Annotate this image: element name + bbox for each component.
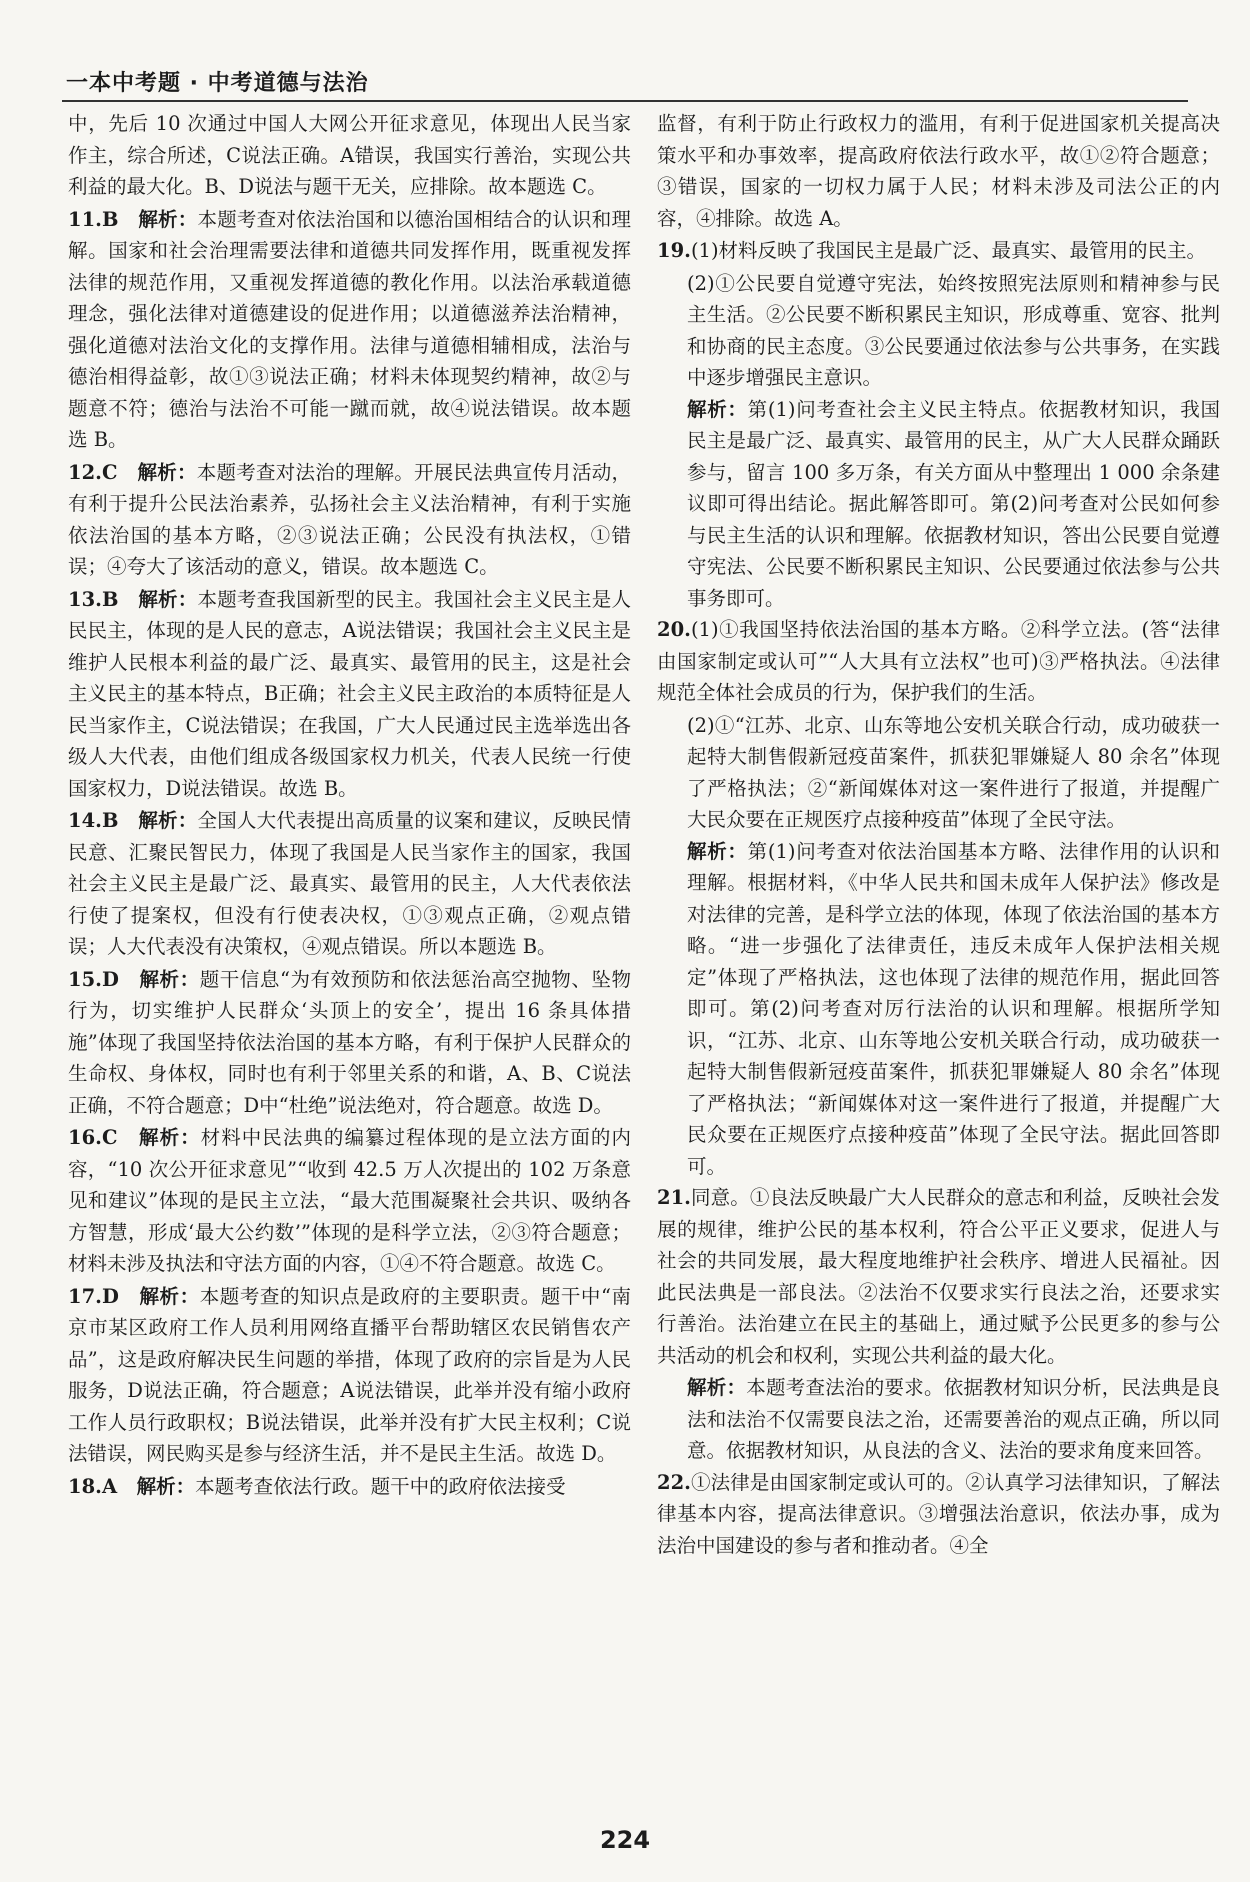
answer-text: (2)①公民要自觉遵守宪法，始终按照宪法原则和精神参与民主生活。②公民要不断积累民主知识，形成尊重、宽容、批判和协商的民主态度。③公民要通过依法参与公共事务，在实践中逐步增强民主意识。 <box>687 271 1220 389</box>
answer-text: 本题考查法治的要求。依据教材知识分析，民法典是良法和法治不仅需要良法之治，还需要善治的观点正确，所以同意。依据教材知识，从良法的含义、法治的要求角度来回答。 <box>687 1376 1220 1462</box>
question-number: 21. <box>657 1186 691 1209</box>
answer-letter: B <box>101 587 119 611</box>
answer-item <box>68 964 631 1122</box>
answer-text: 本题考查我国新型的民主。我国社会主义民主是人民民主，体现的是人民的意志，A说法错误；我国社会主义民主是维护人民根本利益的最广泛、最真实、最管用的民主，这是社会主义民主的基本特点，B正确；社会主义民主政治的本质特征是人民当家作主，C说法错误；在我国，广大人民通过民主选举选出各级人大代表，由他们组成各级国家权力机关，代表人民统一行使国家权力，D说法错误。故选 B。 <box>68 587 631 800</box>
right-column <box>657 108 1220 1562</box>
answer-letter: A <box>101 1474 118 1498</box>
analysis-label: 解析： <box>687 397 748 421</box>
page-number: 224 <box>599 1826 651 1854</box>
answer-item <box>68 457 631 583</box>
analysis-label: 解析： <box>118 809 198 832</box>
answer-text: 本题考查依法行政。题干中的政府依法接受 <box>195 1474 566 1498</box>
header-divider <box>62 100 1188 102</box>
answer-item <box>68 1122 631 1280</box>
answer-item <box>68 1281 631 1470</box>
answer-item <box>657 394 1220 615</box>
question-number: 22. <box>657 1470 691 1494</box>
analysis-label: 解析： <box>118 207 198 231</box>
question-number: 15. <box>68 967 102 991</box>
analysis-label: 解析： <box>118 967 200 991</box>
analysis-label: 解析： <box>687 839 748 863</box>
question-number: 14. <box>68 809 102 832</box>
answer-item <box>68 108 631 203</box>
answer-text: 本题考查对依法治国和以德治国相结合的认识和理解。国家和社会治理需要法律和道德共同发挥作用，既重视发挥法律的规范作用，又重视发挥道德的教化作用。以法治承载道德理念，强化法律对道德建设的促进作用；以道德滋养法治精神，强化道德对法治文化的支撑作用。法律与道德相辅相成，法治与德治相得益彰，故①③说法正确；材料未体现契约精神，故②与题意不符；德治与法治不可能一蹴而就，故④说法错误。故本题选 B。 <box>68 207 631 451</box>
analysis-label: 解析： <box>117 1474 196 1498</box>
question-number: 18. <box>68 1474 102 1498</box>
answer-item <box>68 204 631 456</box>
answer-letter: C <box>101 1126 118 1149</box>
answer-text: (2)①“江苏、北京、山东等地公安机关联合行动，成功破获一起特大制售假新冠疫苗案件，抓获犯罪嫌疑人 80 余名”体现了严格执法；②“新闻媒体对这一案件进行了报道，并提醒广大民众要在正规医疗点接种疫苗”体现了全民守法。 <box>687 713 1220 831</box>
analysis-label: 解析： <box>118 587 198 611</box>
analysis-label: 解析： <box>117 1126 201 1149</box>
answer-letter: B <box>101 809 119 832</box>
answer-text: 同意。①良法反映最广大人民群众的意志和利益，反映社会发展的规律，维护公民的基本权利，符合公平正义要求，促进人与社会的共同发展，最大程度地维护社会秩序、增进人民福祉。因此民法典是一部良法。②法治不仅要求实行良法之治，还要求实行善治。法治建立在民主的基础上，通过赋予公民更多的参与公共活动的机会和权利，实现公共利益的最大化。 <box>657 1186 1220 1367</box>
question-number: 16. <box>68 1126 102 1149</box>
answer-item <box>657 235 1220 267</box>
answer-letter: D <box>101 1284 119 1308</box>
answer-letter: B <box>101 207 119 231</box>
answer-text: 第(1)问考查对依法治国基本方略、法律作用的认识和理解。根据材料，《中华人民共和国未成年人保护法》修改是对法律的完善，是科学立法的体现，体现了依法治国的基本方略。“进一步强化了法律责任，违反未成年人保护法相关规定”体现了严格执法，这也体现了法律的规范作用，据此回答即可。第(2)问考查对厉行法治的认识和理解。根据所学知识，“江苏、北京、山东等地公安机关联合行动，成功破获一起特大制售假新冠疫苗案件，抓获犯罪嫌疑人 80 余名”体现了严格执法；“新闻媒体对这一案件进行了报道，并提醒广大民众要在正规医疗点接种疫苗”体现了全民守法。据此回答即可。 <box>687 839 1220 1178</box>
answer-letter: D <box>101 967 119 991</box>
answer-text: 题干信息“为有效预防和依法惩治高空抛物、坠物行为，切实维护人民群众‘头顶上的安全’，提出 16 条具体措施”体现了我国坚持依法治国的基本方略，有利于保护人民群众的生命权、身体权，同时也有利于邻里关系的和谐，A、B、C说法正确，不符合题意；D中“杜绝”说法绝对，符合题意。故选 D。 <box>68 967 631 1117</box>
answer-item <box>657 268 1220 394</box>
answer-text: ①法律是由国家制定或认可的。②认真学习法律知识，了解法律基本内容，提高法律意识。③增强法治意识，依法办事，成为法治中国建设的参与者和推动者。④全 <box>657 1470 1220 1557</box>
answer-item <box>657 1467 1220 1562</box>
answer-text: 材料中民法典的编纂过程体现的是立法方面的内容，“10 次公开征求意见”“收到 42.5 万人次提出的 102 万条意见和建议”体现的是民主立法，“最大范围凝聚社会共识、吸纳各方智慧，形成‘最大公约数’”体现的是科学立法，②③符合题意；材料未涉及执法和守法方面的内容，①④不符合题意。故选 C。 <box>68 1126 631 1275</box>
answer-text: (1)①我国坚持依法治国的基本方略。②科学立法。(答“法律由国家制定或认可”“人大具有立法权”也可)③严格执法。④法律规范全体社会成员的行为，保护我们的生活。 <box>657 618 1220 704</box>
answer-item <box>68 584 631 805</box>
page-header-title: 一本中考题 · 中考道德与法治 <box>66 71 369 96</box>
answer-item <box>68 1471 631 1503</box>
answer-item <box>68 805 631 963</box>
analysis-label: 解析： <box>117 460 197 484</box>
question-number: 12. <box>68 460 102 484</box>
answer-text: 监督，有利于防止行政权力的滥用，有利于促进国家机关提高决策水平和办事效率，提高政府依法行政水平，故①②符合题意；③错误，国家的一切权力属于人民；材料未涉及司法公正的内容，④排除。故选 A。 <box>657 112 1220 230</box>
left-column <box>68 108 631 1503</box>
answer-item <box>657 1372 1220 1467</box>
analysis-label: 解析： <box>687 1376 747 1399</box>
answer-text: 本题考查对法治的理解。开展民法典宣传月活动，有利于提升公民法治素养，弘扬社会主义法治精神，有利于实施依法治国的基本方略，②③说法正确；公民没有执法权，①错误；④夸大了该活动的意义，错误。故本题选 C。 <box>68 460 631 578</box>
question-number: 20. <box>657 618 691 641</box>
answer-text: 中，先后 10 次通过中国人大网公开征求意见，体现出人民当家作主，综合所述，C说法正确。A错误，我国实行善治，实现公共利益的最大化。B、D说法与题干无关，应排除。故本题选 C。 <box>68 112 631 198</box>
question-number: 13. <box>68 587 102 611</box>
question-number: 11. <box>68 207 102 231</box>
answer-letter: C <box>101 460 118 484</box>
answer-item <box>657 108 1220 234</box>
answer-item <box>657 614 1220 709</box>
answer-text: (1)材料反映了我国民主是最广泛、最真实、最管用的民主。 <box>690 239 1207 262</box>
answer-text: 本题考查的知识点是政府的主要职责。题干中“南京市某区政府工作人员利用网络直播平台帮助辖区农民销售农产品”，这是政府解决民生问题的举措，体现了政府的宗旨是为人民服务，D说法正确，符合题意；A说法错误，此举并没有缩小政府工作人员行政职权；B说法错误，此举并没有扩大民主权利；C说法错误，网民购买是参与经济生活，并不是民主生活。故选 D。 <box>68 1284 631 1465</box>
question-number: 19. <box>657 239 691 262</box>
answer-item <box>657 1182 1220 1371</box>
answer-item <box>657 836 1220 1183</box>
answer-item <box>657 710 1220 836</box>
question-number: 17. <box>68 1284 102 1308</box>
answer-text: 第(1)问考查社会主义民主特点。依据教材知识，我国民主是最广泛、最真实、最管用的民主，从广大人民群众踊跃参与，留言 100 多万条，有关方面从中整理出 1 000 余条建议即可得出结论。据此解答即可。第(2)问考查对公民如何参与民主生活的认识和理解。依据教材知识，答出公民要自觉遵守宪法、公民要不断积累民主知识、公民要通过依法参与公共事务即可。 <box>687 397 1220 610</box>
answer-text: 全国人大代表提出高质量的议案和建议，反映民情民意、汇聚民智民力，体现了我国是人民当家作主的国家，我国社会主义民主是最广泛、最真实、最管用的民主，人大代表依法行使了提案权，但没有行使表决权，①③观点正确，②观点错误；人大代表没有决策权，④观点错误。所以本题选 B。 <box>68 809 631 958</box>
analysis-label: 解析： <box>118 1284 200 1308</box>
